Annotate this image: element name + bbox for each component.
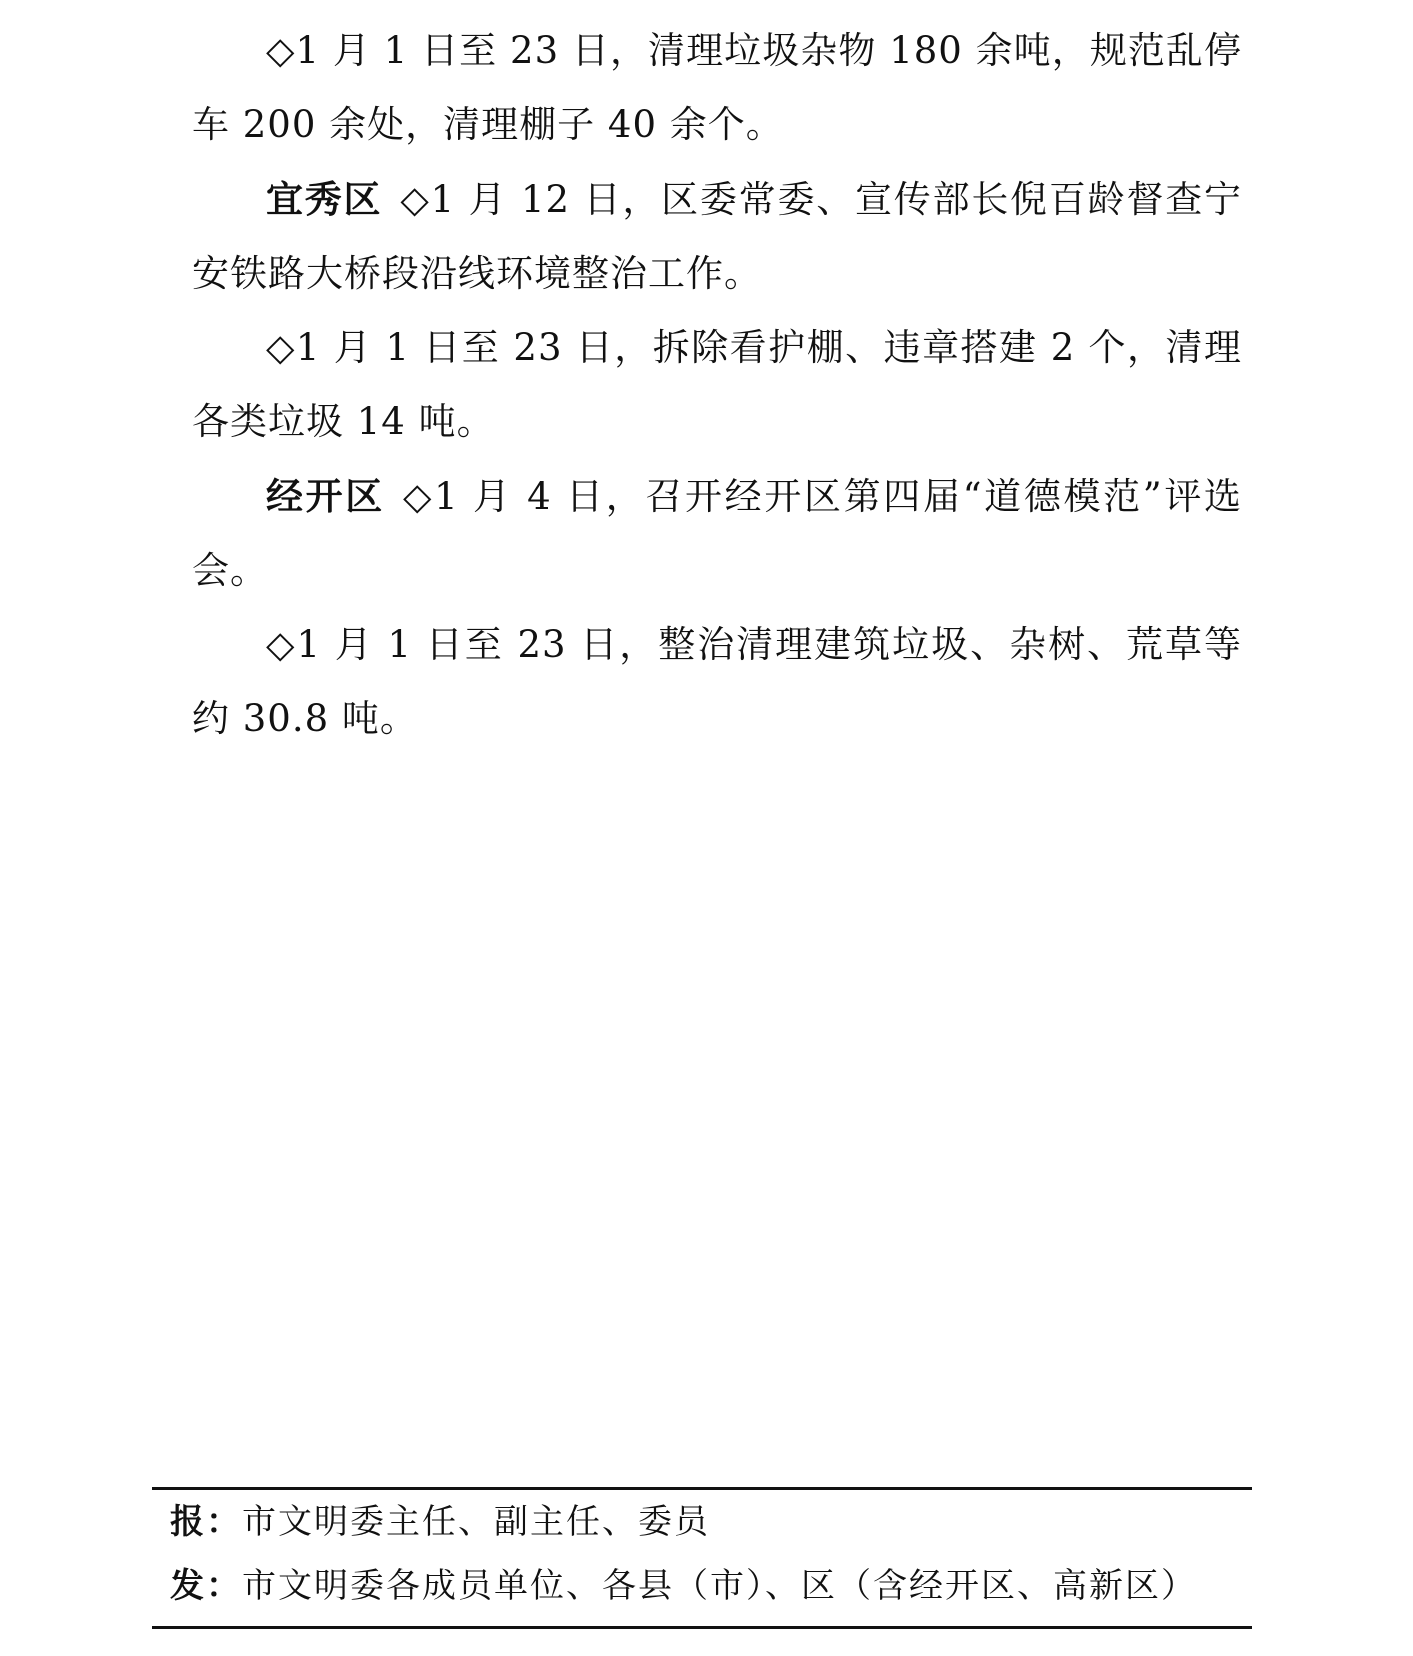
footer-bottom-rule <box>152 1626 1252 1629</box>
send-to-line <box>152 1554 1252 1618</box>
paragraph-text: ◇1 月 1 日至 23 日，拆除看护棚、违章搭建 2 个，清理各类垃圾 14 吨。 <box>192 326 1242 443</box>
district-label-yixiu: 宜秀区 <box>266 177 383 221</box>
paragraph-text: ◇1 月 4 日，召开经开区第四届“道德模范”评选会。 <box>192 475 1243 592</box>
paragraph-jingkai-cleanup <box>192 608 1242 756</box>
report-recipients: 市文明委主任、副主任、委员 <box>242 1502 710 1542</box>
distribution-footer <box>152 1487 1252 1629</box>
district-label-jingkai: 经开区 <box>266 474 385 518</box>
send-recipients: 市文明委各成员单位、各县（市）、区（含经开区、高新区） <box>242 1566 1197 1606</box>
paragraph-text: ◇1 月 12 日，区委常委、宣传部长倪百龄督查宁安铁路大桥段沿线环境整治工作。 <box>192 178 1243 295</box>
paragraph-jingkai-meeting <box>192 459 1242 608</box>
send-label: 发： <box>170 1566 242 1606</box>
paragraph-text: ◇1 月 1 日至 23 日，整治清理建筑垃圾、杂树、荒草等约 30.8 吨。 <box>192 623 1242 740</box>
paragraph-text: ◇1 月 1 日至 23 日，清理垃圾杂物 180 余吨，规范乱停车 200 余处，清理棚子 40 余个。 <box>192 29 1242 146</box>
report-to-line <box>152 1490 1252 1554</box>
paragraph-yixiu-cleanup <box>192 311 1242 459</box>
paragraph-yixiu-inspection <box>192 162 1242 311</box>
report-label: 报： <box>170 1502 242 1542</box>
paragraph-cleanup-1 <box>192 14 1242 162</box>
document-body <box>192 14 1242 756</box>
